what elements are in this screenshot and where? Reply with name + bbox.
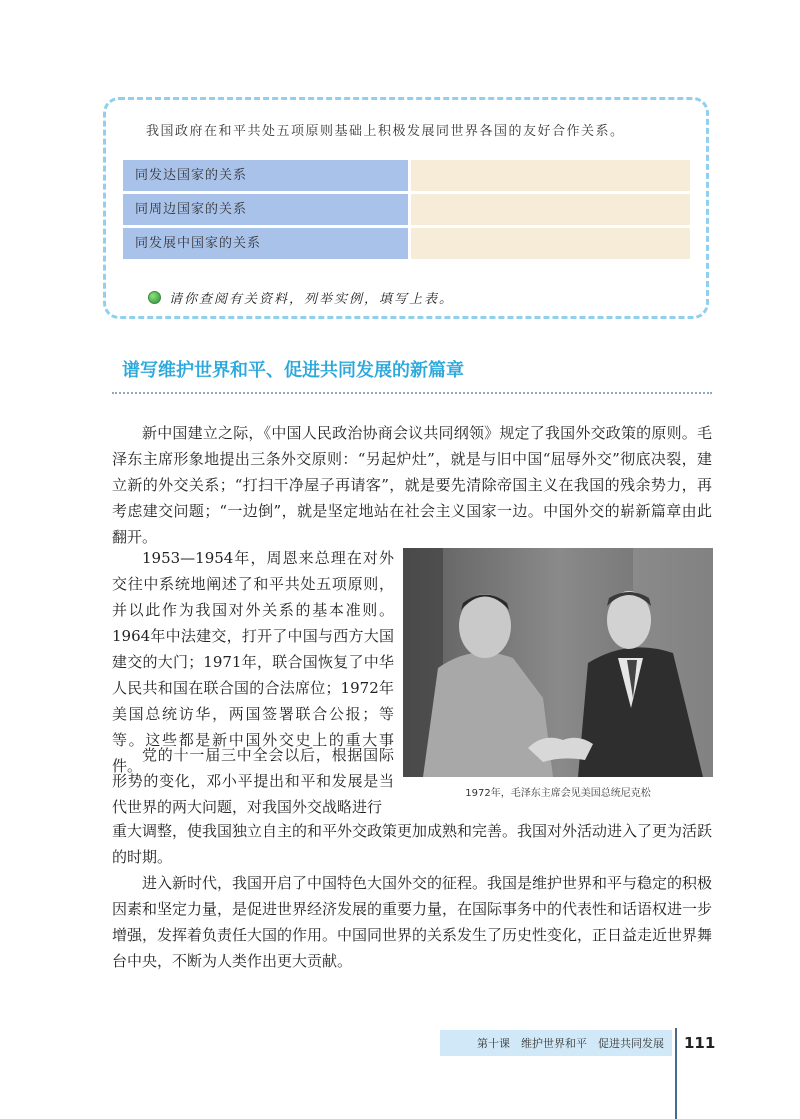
row-label-developing: 同发展中国家的关系 [123,228,408,259]
row-answer-cell [411,194,690,225]
paragraph-4: 进入新时代，我国开启了中国特色大国外交的征程。我国是维护世界和平与稳定的积极因素和坚定力量，是促进世界经济发展的重要力量，在国际事务中的代表性和话语权进一步增强，发挥着负责任大国的作用。中国同世界的关系发生了历史性变化，正日益走近世界舞台中央，不断为人类作出更大贡献。 [112,874,713,970]
row-label-neighbors: 同周边国家的关系 [123,194,408,225]
row-answer-cell [411,160,690,191]
footer-lesson-title: 第十课 维护世界和平 促进共同发展 [440,1030,672,1056]
paragraph-1: 新中国建立之际，《中国人民政治协商会议共同纲领》规定了我国外交政策的原则。毛泽东主席形象地提出三条外交原则：“另起炉灶”，就是与旧中国“屈辱外交”彻底决裂，建立新的外交关系；“打扫干净屋子再请客”，就是要先清除帝国主义在我国的残余势力，再考虑建交问题；“一边倒”，就是坚定地站在社会主义国家一边。中国外交的崭新篇章由此翻开。 [112,424,712,546]
activity-tip [148,288,454,307]
paragraph-2: 1953—1954年，周恩来总理在对外交往中系统地阐述了和平共处五项原则，并以此作为我国对外关系的基本准则。1964年中法建交，打开了中国与西方大国建交的大门；1971年，联合国恢复了中华人民共和国在联合国的合法席位；1972年美国总统访华，两国签署联合公报；等等。这些都是新中国外交史上的重大事件。 [112,549,394,775]
table-row [123,160,690,191]
tip-text: 请你查阅有关资料，列举实例，填写上表。 [169,292,455,307]
heading-divider [112,392,712,394]
historic-photo [403,548,713,777]
activity-intro: 我国政府在和平共处五项原则基础上积极发展同世界各国的友好合作关系。 [146,124,625,139]
table-row [123,228,690,259]
activity-box [103,97,709,319]
bullet-orb-icon [148,291,161,304]
page-number: 111 [684,1034,716,1052]
section-heading: 谱写维护世界和平、促进共同发展的新篇章 [122,360,464,381]
photo-illustration [403,548,713,777]
relations-table [123,160,690,262]
footer-divider [675,1028,677,1119]
paragraph-3-continued: 重大调整，使我国独立自主的和平外交政策更加成熟和完善。我国对外活动进入了更为活跃的时期。 [112,822,713,866]
paragraph-3: 党的十一届三中全会以后，根据国际形势的变化，邓小平提出和平和发展是当代世界的两大问题，对我国外交战略进行 [112,746,394,816]
row-answer-cell [411,228,690,259]
table-row [123,194,690,225]
photo-caption: 1972年，毛泽东主席会见美国总统尼克松 [465,788,651,799]
row-label-developed: 同发达国家的关系 [123,160,408,191]
